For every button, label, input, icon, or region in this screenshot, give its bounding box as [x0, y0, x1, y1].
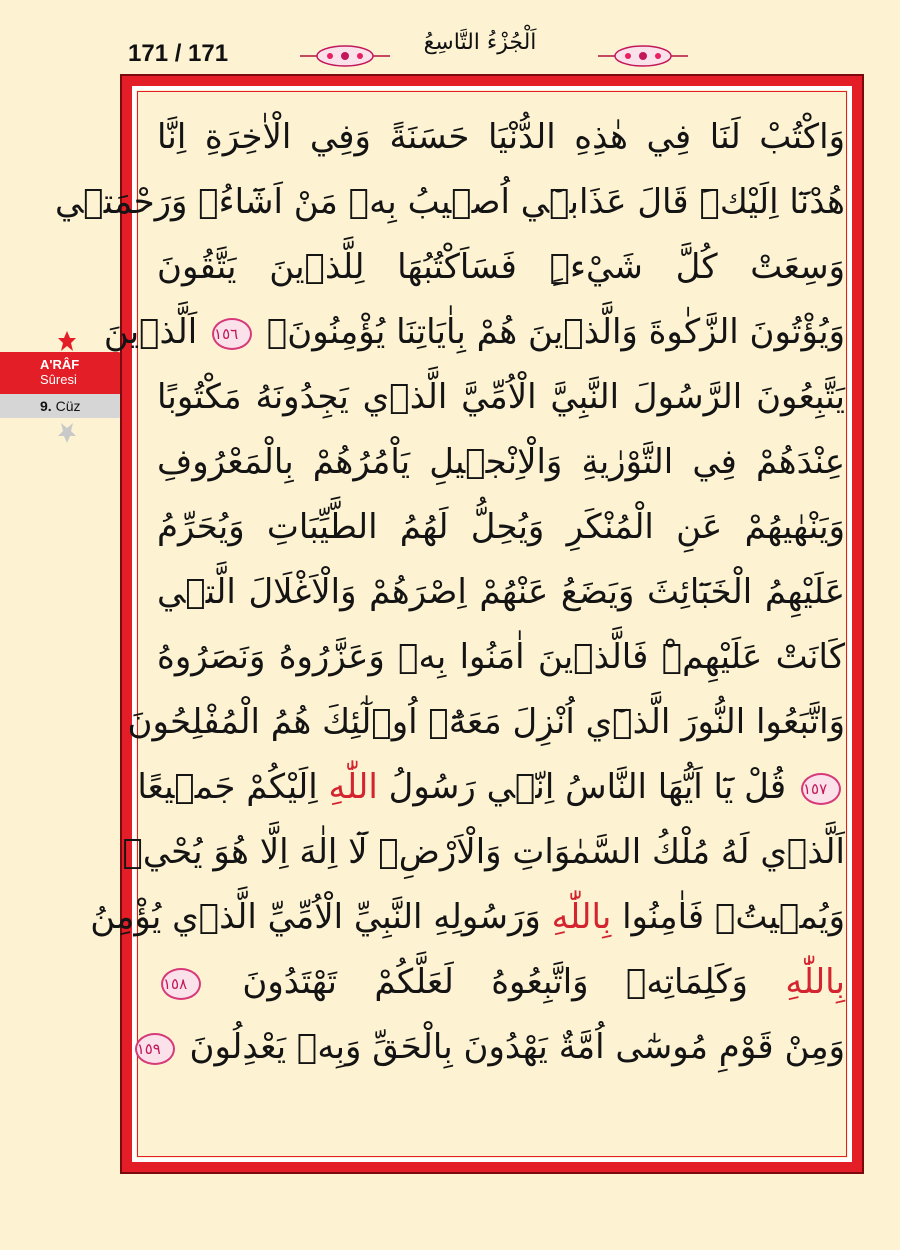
line-text-after: اِلَيْكُمْ جَمٖيعًا [137, 767, 318, 807]
line-text: قُلْ يَٓا اَيُّهَا النَّاسُ اِنّٖي رَسُولُ [388, 767, 787, 807]
line-text: كَانَتْ عَلَيْهِمْۜ فَالَّذٖينَ اٰمَنُوا بِهٖ وَعَزَّرُوهُ وَنَصَرُوهُ [157, 637, 845, 677]
ornament-left-icon [300, 44, 390, 68]
line-text: يَتَّبِعُونَ الرَّسُولَ النَّبِيَّ الْاُمِّيَّ الَّذٖي يَجِدُونَهُ مَكْتُوبًا [157, 377, 845, 417]
allah-word: اللّٰهِ [328, 767, 378, 807]
verse-line-6 [157, 430, 845, 495]
verse-line-11 [137, 755, 845, 820]
line-text: وَاكْتُبْ لَنَا فِي هٰذِهِ الدُّنْيَا حَسَنَةً وَفِي الْاٰخِرَةِ اِنَّا [157, 117, 845, 157]
ayah-marker: ١٥٦ [212, 318, 252, 350]
fleur-bottom-icon [56, 422, 78, 444]
juz-title: اَلْجُزْءُ التَّاسِعُ [423, 30, 537, 55]
surah-label: Sûresi [40, 372, 77, 387]
page-number: 171 / 171 [128, 40, 229, 67]
line-text: وَاتَّبَعُوا النُّورَ الَّذٖٓي اُنْزِلَ مَعَهُٓۙ اُو۬لٰٓئِكَ هُمُ الْمُفْلِحُونَ [127, 702, 845, 742]
line-text: عَلَيْهِمُ الْخَبَٓائِثَ وَيَضَعُ عَنْهُمْ اِصْرَهُمْ وَالْاَغْلَالَ الَّتٖي [157, 572, 845, 612]
line-text: اَلَّذٖي لَهُ مُلْكُ السَّمٰوَاتِ وَالْاَرْضِۚ لَٓا اِلٰهَ اِلَّا هُوَ يُحْيٖ [122, 832, 845, 872]
page-header [0, 0, 900, 80]
line-text: عِنْدَهُمْ فِي التَّوْرٰيةِ وَالْاِنْجٖيلِ يَاْمُرُهُمْ بِالْمَعْرُوفِ [157, 442, 845, 482]
verse-line-3 [157, 235, 845, 300]
line-text-after: وَرَسُولِهِ النَّبِيِّ الْاُمِّيِّ الَّذٖي يُؤْمِنُ [90, 897, 541, 937]
line-text: وَيَنْهٰيهُمْ عَنِ الْمُنْكَرِ وَيُحِلُّ لَهُمُ الطَّيِّبَاتِ وَيُحَرِّمُ [157, 507, 845, 547]
ornament-right-icon [598, 44, 688, 68]
verse-line-12 [122, 820, 845, 885]
juz-number: 9. [40, 398, 52, 414]
verse-line-2 [54, 170, 845, 235]
juz-box [0, 394, 122, 418]
line-text: وَكَلِمَاتِهٖ وَاتَّبِعُوهُ لَعَلَّكُمْ تَهْتَدُونَ [242, 962, 748, 1002]
verse-line-10 [127, 690, 845, 755]
allah-word: بِاللّٰهِ [785, 962, 845, 1002]
verse-line-7 [157, 495, 845, 560]
verse-line-9 [157, 625, 845, 690]
verse-line-1 [157, 105, 845, 170]
verse-line-4 [103, 300, 845, 365]
allah-word: بِاللّٰهِ [551, 897, 612, 937]
line-text: وَمِنْ قَوْمِ مُوسٰٓى اُمَّةٌ يَهْدُونَ بِالْحَقِّ وَبِهٖ يَعْدِلُونَ [189, 1027, 845, 1067]
verse-line-8 [157, 560, 845, 625]
ayah-marker: ١٥٧ [801, 773, 841, 805]
ayah-marker: ١٥٩ [135, 1033, 175, 1065]
surah-name: A'RÂF [40, 357, 80, 372]
line-text: وَيُؤْتُونَ الزَّكٰوةَ وَالَّذٖينَ هُمْ بِاٰيَاتِنَا يُؤْمِنُونَۚ [266, 312, 845, 352]
line-text-after: اَلَّذٖينَ [103, 312, 198, 352]
line-text: هُدْنَٓا اِلَيْكَۜ قَالَ عَذَابٖٓي اُصٖيبُ بِهٖ مَنْ اَشَٓاءُۚ وَرَحْمَتٖي [54, 182, 845, 222]
fleur-top-icon [56, 330, 78, 352]
line-text: وَسِعَتْ كُلَّ شَيْءٍۜ فَسَاَكْتُبُهَا لِلَّذٖينَ يَتَّقُونَ [157, 247, 845, 287]
verse-line-14 [157, 950, 845, 1015]
juz-label: Cüz [55, 398, 81, 414]
line-text: وَيُمٖيتُۖ فَاٰمِنُوا [622, 897, 845, 937]
verse-line-5 [157, 365, 845, 430]
verse-line-15 [136, 1015, 845, 1080]
verse-line-13 [90, 885, 845, 950]
ayah-marker: ١٥٨ [161, 968, 201, 1000]
